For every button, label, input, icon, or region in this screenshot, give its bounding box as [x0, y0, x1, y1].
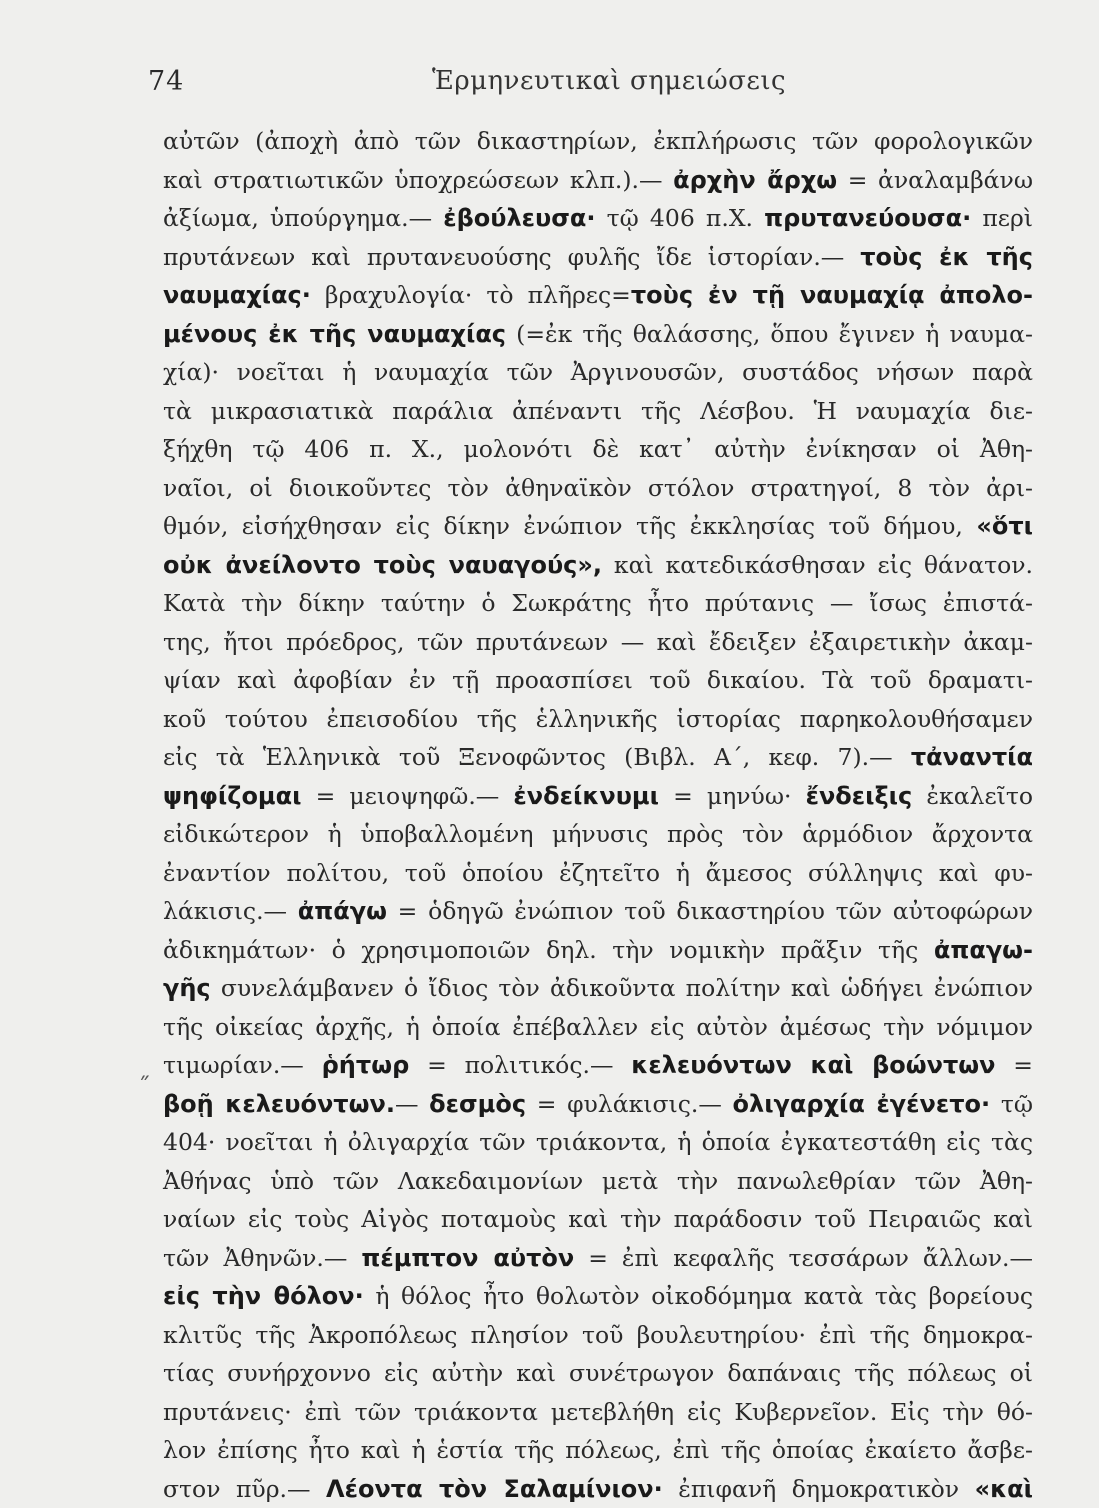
text-run: εἰδικώτερον ἡ ὑποβαλλομένη μήνυσις πρὸς τὸν ἁρμόδιον ἄρχοντα — [163, 820, 1033, 848]
text-run: τιμωρίαν.— — [163, 1051, 322, 1079]
text-line — [163, 815, 1033, 854]
text-run: = ὁδηγῶ ἐνώπιον τοῦ δικαστηρίου τῶν αὐτοφώρων — [387, 897, 1033, 925]
lemma-term: Λέοντα τὸν Σαλαμίνιον· — [326, 1475, 663, 1503]
lemma-term: «ὅτι — [976, 512, 1033, 540]
text-line — [163, 469, 1033, 508]
text-line — [163, 1393, 1033, 1432]
text-line — [163, 161, 1033, 200]
text-run: ἐπιφανῆ δημοκρατικὸν — [663, 1475, 975, 1503]
text-run: Ἀθήνας ὑπὸ τῶν Λακεδαιμονίων μετὰ τὴν πανωλεθρίαν τῶν Ἀθη- — [163, 1167, 1033, 1195]
lemma-term: μένους ἐκ τῆς ναυμαχίας — [163, 320, 506, 348]
body-text — [163, 122, 1033, 1508]
text-line — [163, 1277, 1033, 1316]
page-number: 74 — [148, 66, 184, 97]
text-line — [163, 1008, 1033, 1047]
lemma-term: εἰς τὴν θόλον· — [163, 1282, 364, 1310]
text-line — [163, 122, 1033, 161]
text-line — [163, 1354, 1033, 1393]
text-run: (=ἐκ τῆς θαλάσσης, ὅπου ἔγινεν ἡ ναυμα- — [506, 320, 1033, 348]
text-run: θμόν, εἰσήχθησαν εἰς δίκην ἐνώπιον τῆς ἐκκλησίας τοῦ δήμου, — [163, 512, 976, 540]
text-line — [163, 1200, 1033, 1239]
text-run: κοῦ τούτου ἐπεισοδίου τῆς ἑλληνικῆς ἱστορίας παρηκολουθήσαμεν — [163, 705, 1033, 733]
lemma-term: ναυμαχίας· — [163, 281, 311, 309]
text-run: κλιτῦς τῆς Ἀκροπόλεως πλησίον τοῦ βουλευτηρίου· ἐπὶ τῆς δημοκρα- — [163, 1321, 1033, 1349]
lemma-term: δεσμὸς — [429, 1090, 526, 1118]
text-line — [163, 738, 1033, 777]
text-run: — — [395, 1090, 429, 1118]
lemma-term: ἀπάγω — [298, 897, 387, 925]
text-run: καὶ κατεδικάσθησαν εἰς θάνατον. — [602, 551, 1033, 579]
text-run: στον πῦρ.— — [163, 1475, 326, 1503]
text-run: περὶ — [971, 204, 1033, 232]
text-line — [163, 1470, 1033, 1508]
text-line — [163, 430, 1033, 469]
text-run: χία)· νοεῖται ἡ ναυμαχία τῶν Ἀργινουσῶν, συστάδος νήσων παρὰ — [163, 358, 1033, 386]
text-line — [163, 276, 1033, 315]
lemma-term: ψηφίζομαι — [163, 782, 301, 810]
text-run: = — [995, 1051, 1033, 1079]
text-run: πρυτάνεις· ἐπὶ τῶν τριάκοντα μετεβλήθη εἰς Κυβερνεῖον. Εἰς τὴν θό- — [163, 1398, 1033, 1426]
lemma-term: ὀλιγαρχία ἐγένετο· — [733, 1090, 991, 1118]
text-line — [163, 546, 1033, 585]
text-run: καὶ στρατιωτικῶν ὑποχρεώσεων κλπ.).— — [163, 166, 673, 194]
lemma-term: πέμπτον αὐτὸν — [361, 1244, 574, 1272]
text-line — [163, 854, 1033, 893]
text-run: ἀξίωμα, ὑπούργημα.— — [163, 204, 443, 232]
text-run: βραχυλογία· τὸ πλῆρες= — [311, 281, 631, 309]
lemma-term: τἀναντία — [911, 743, 1033, 771]
text-run: λάκισις.— — [163, 897, 298, 925]
lemma-term: ἐβούλευσα· — [443, 204, 595, 232]
text-line — [163, 1123, 1033, 1162]
text-line — [163, 238, 1033, 277]
text-run: ναίων εἰς τοὺς Αἰγὸς ποταμοὺς καὶ τὴν παράδοσιν τοῦ Πειραιῶς καὶ — [163, 1205, 1033, 1233]
text-line — [163, 931, 1033, 970]
text-run: της, ἤτοι πρόεδρος, τῶν πρυτάνεων — καὶ ἔδειξεν ἐξαιρετικὴν ἀκαμ- — [163, 628, 1033, 656]
margin-mark: ˝ — [138, 1073, 150, 1101]
lemma-term: ἀρχὴν ἄρχω — [673, 166, 837, 194]
text-line — [163, 1085, 1033, 1124]
text-run: αὐτῶν (ἀποχὴ ἀπὸ τῶν δικαστηρίων, ἐκπλήρωσις τῶν φορολογικῶν — [163, 127, 1033, 155]
text-run: = ἀναλαμβάνω — [837, 166, 1033, 194]
text-run: τὰ μικρασιατικὰ παράλια ἀπέναντι τῆς Λέσβου. Ἡ ναυμαχία διε- — [163, 397, 1033, 425]
text-line — [163, 777, 1033, 816]
text-line — [163, 1162, 1033, 1201]
text-run: ἐκαλεῖτο — [912, 782, 1033, 810]
text-line — [163, 1431, 1033, 1470]
lemma-term: ἀπαγω- — [934, 936, 1033, 964]
text-line — [163, 1316, 1033, 1355]
text-line — [163, 584, 1033, 623]
lemma-term: ῥήτωρ — [322, 1051, 410, 1079]
text-run: τῷ — [990, 1090, 1033, 1118]
lemma-term: τοὺς ἐκ τῆς — [860, 243, 1033, 271]
text-line — [163, 199, 1033, 238]
lemma-term: κελευόντων καὶ βοώντων — [631, 1051, 995, 1079]
text-line — [163, 623, 1033, 662]
text-run: = ἐπὶ κεφαλῆς τεσσάρων ἄλλων.— — [574, 1244, 1033, 1272]
text-run: ἐναντίον πολίτου, τοῦ ὁποίου ἐζητεῖτο ἡ ἄμεσος σύλληψις καὶ φυ- — [163, 859, 1033, 887]
lemma-term: πρυτανεύουσα· — [764, 204, 971, 232]
text-run: πρυτάνεων καὶ πρυτανευούσης φυλῆς ἴδε ἱστορίαν.— — [163, 243, 860, 271]
text-run: συνελάμβανεν ὁ ἴδιος τὸν ἀδικοῦντα πολίτην καὶ ὡδήγει ἐνώπιον — [211, 974, 1033, 1002]
lemma-term: ἐνδείκνυμι — [513, 782, 659, 810]
text-run: ἡ θόλος ἦτο θολωτὸν οἰκοδόμημα κατὰ τὰς βορείους — [364, 1282, 1033, 1310]
text-line — [163, 507, 1033, 546]
page-header — [0, 66, 1099, 106]
lemma-term: οὐκ ἀνείλοντο τοὺς ναυαγούς», — [163, 551, 602, 579]
text-run: λον ἐπίσης ἦτο καὶ ἡ ἑστία τῆς πόλεως, ἐπὶ τῆς ὁποίας ἐκαίετο ἄσβε- — [163, 1436, 1033, 1464]
text-line — [163, 661, 1033, 700]
text-line — [163, 1046, 1033, 1085]
text-run: = μειοψηφῶ.— — [301, 782, 513, 810]
lemma-term: ἔνδειξις — [806, 782, 913, 810]
text-run: τῷ 406 π.Χ. — [596, 204, 765, 232]
text-line — [163, 700, 1033, 739]
text-run: τῶν Ἀθηνῶν.— — [163, 1244, 361, 1272]
text-line — [163, 353, 1033, 392]
text-run: τίας συνήρχοννο εἰς αὐτὴν καὶ συνέτρωγον δαπάναις τῆς πόλεως οἱ — [163, 1359, 1033, 1387]
text-run: Κατὰ τὴν δίκην ταύτην ὁ Σωκράτης ἦτο πρύτανις — ἴσως ἐπιστά- — [163, 589, 1033, 617]
text-line — [163, 315, 1033, 354]
text-run: ξήχθη τῷ 406 π. Χ., μολονότι δὲ κατ᾽ αὐτὴν ἐνίκησαν οἱ Ἀθη- — [163, 435, 1033, 463]
text-run: 404· νοεῖται ἡ ὀλιγαρχία τῶν τριάκοντα, ἡ ὁποία ἐγκατεστάθη εἰς τὰς — [163, 1128, 1033, 1156]
text-run: εἰς τὰ Ἑλληνικὰ τοῦ Ξενοφῶντος (Βιβλ. Α΄, κεφ. 7).— — [163, 743, 911, 771]
text-run: ναῖοι, οἱ διοικοῦντες τὸν ἀθηναϊκὸν στόλον στρατηγοί, 8 τὸν ἀρι- — [163, 474, 1033, 502]
text-line — [163, 969, 1033, 1008]
text-run: = φυλάκισις.— — [526, 1090, 732, 1118]
text-run: = πολιτικός.— — [409, 1051, 631, 1079]
text-line — [163, 1239, 1033, 1278]
running-title: Ἑρμηνευτικαὶ σημειώσεις — [432, 66, 786, 96]
lemma-term: «καὶ — [975, 1475, 1033, 1503]
text-run: ψίαν καὶ ἀφοβίαν ἐν τῇ προασπίσει τοῦ δικαίου. Τὰ τοῦ δραματι- — [163, 666, 1033, 694]
text-line — [163, 392, 1033, 431]
text-line — [163, 892, 1033, 931]
lemma-term: τοὺς ἐν τῇ ναυμαχίᾳ ἀπολο- — [631, 281, 1033, 309]
text-run: = μηνύω· — [659, 782, 806, 810]
lemma-term: βοῇ κελευόντων. — [163, 1090, 395, 1118]
text-run: τῆς οἰκείας ἀρχῆς, ἡ ὁποία ἐπέβαλλεν εἰς αὐτὸν ἀμέσως τὴν νόμιμον — [163, 1013, 1033, 1041]
text-run: ἀδικημάτων· ὁ χρησιμοποιῶν δηλ. τὴν νομικὴν πρᾶξιν τῆς — [163, 936, 934, 964]
lemma-term: γῆς — [163, 974, 211, 1002]
